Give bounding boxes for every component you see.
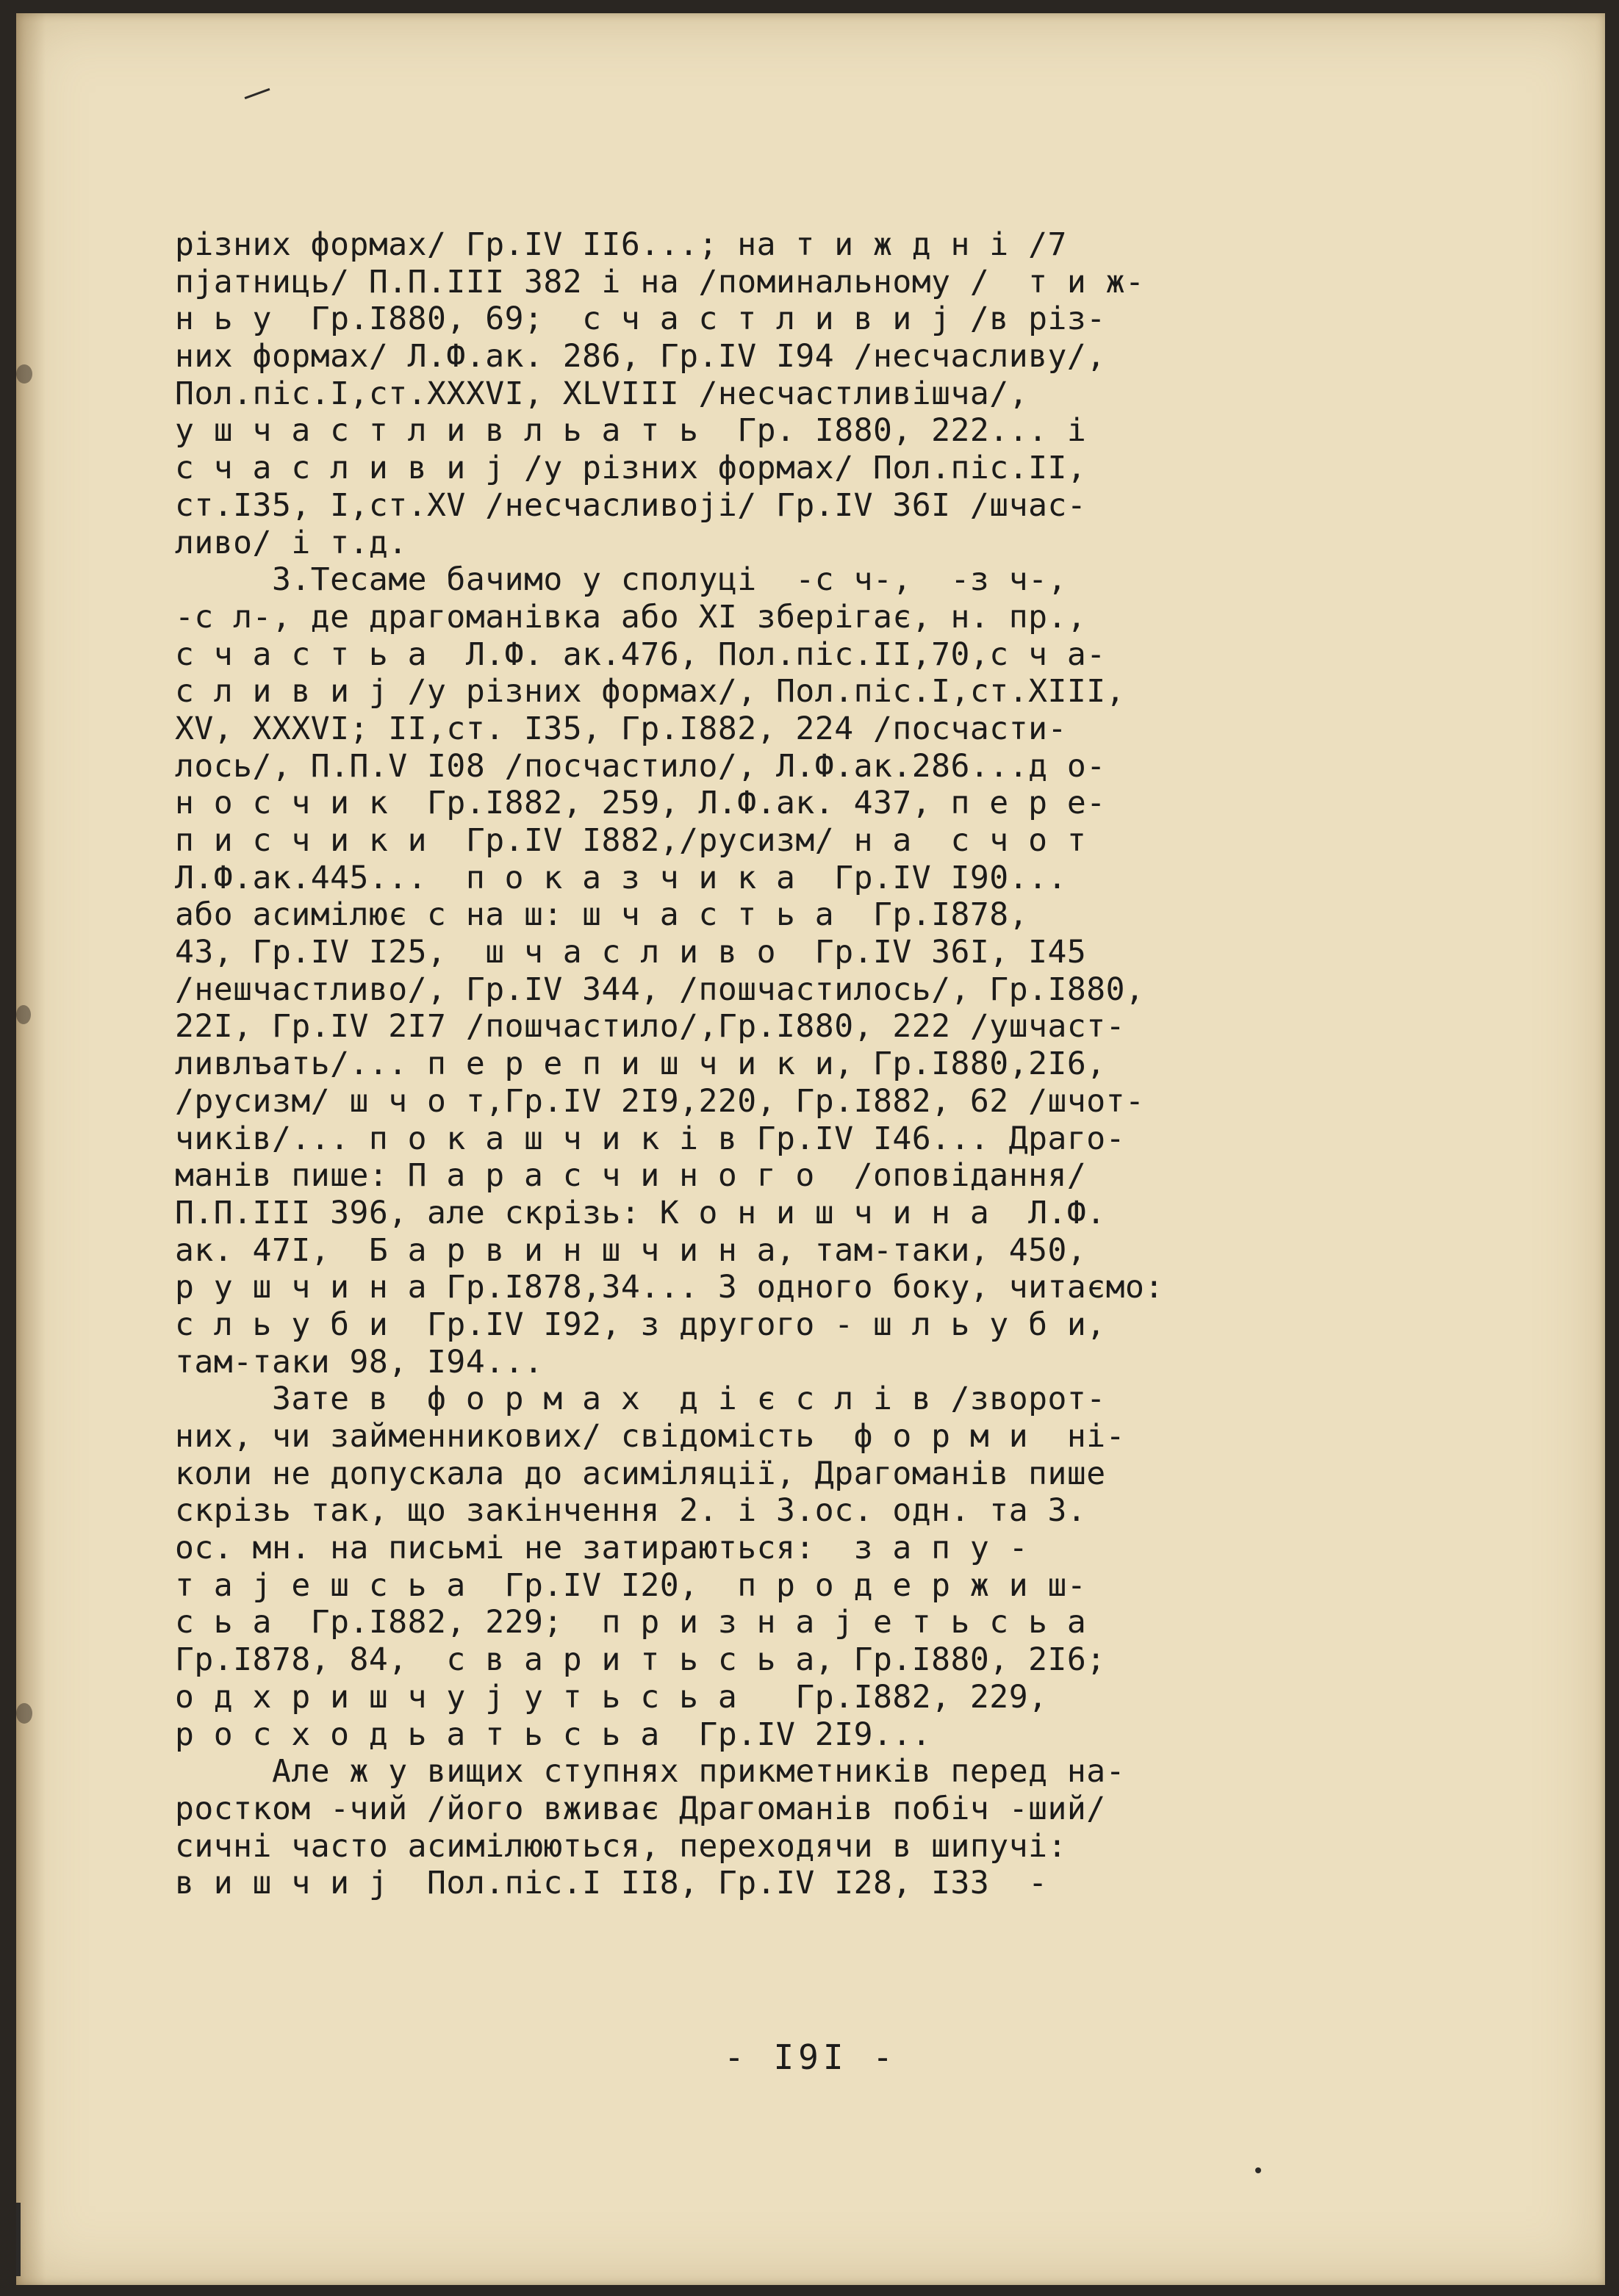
text-line: них, чи займенникових/ свідомість ф о р м и ні-: [175, 1418, 1126, 1455]
text-line: XV, XXXVI; II,ст. I35, Гр.I882, 224 /посчасти-: [175, 710, 1067, 747]
text-line: чиків/... п о к а ш ч и к і в Гр.IV I46... Драго-: [175, 1120, 1126, 1157]
text-line: с л ь у б и Гр.IV I92, з другого - ш л ь у б и,: [175, 1306, 1106, 1343]
text-line: різних формах/ Гр.IV II6...; на т и ж д н і /7: [175, 226, 1067, 263]
text-line: у ш ч а с т л и в л ь а т ь Гр. I880, 222... і: [175, 412, 1087, 450]
text-line: Зате в ф о р м а х д і є с л і в /зворот-: [175, 1381, 1106, 1418]
binding-hole: [16, 1703, 32, 1724]
text-line: р о с х о д ь а т ь с ь а Гр.IV 2I9...: [175, 1716, 932, 1753]
page-edge-shadow: [16, 13, 46, 2285]
binding-mark: [16, 2203, 21, 2276]
text-line: там-таки 98, I94...: [175, 1343, 544, 1381]
text-line: /русизм/ ш ч о т,Гр.IV 2I9,220, Гр.I882, 62 /шчот-: [175, 1082, 1145, 1120]
text-line: 3.Тесаме бачимо у сполуці -с ч-, -з ч-,: [175, 561, 1067, 599]
ink-dot: [1255, 2167, 1261, 2173]
text-line: Л.Ф.ак.445... п о к а з ч и к а Гр.IV I90...: [175, 859, 1067, 896]
text-line: сичні часто асимілюються, переходячи в шипучі:: [175, 1827, 1067, 1865]
text-line: н ь у Гр.I880, 69; с ч а с т л и в и j /в різ-: [175, 301, 1106, 338]
page-number: - I9I -: [724, 2037, 897, 2077]
text-line: с л и в и j /у різних формах/, Пол.пic.I,ст.XIII,: [175, 673, 1126, 710]
text-line: с ч а с л и в и j /у різних формах/ Пол.пic.II,: [175, 450, 1087, 487]
text-line: манів пише: П а р а с ч и н о г о /оповідання/: [175, 1157, 1087, 1195]
text-line: р у ш ч и н а Гр.I878,34... З одного боку, читаємо:: [175, 1269, 1164, 1306]
text-line: о д х р и ш ч у j у т ь с ь а Гр.I882, 229,: [175, 1678, 1048, 1716]
text-line: лось/, П.П.V I08 /посчастило/, Л.Ф.ак.286...д о-: [175, 747, 1106, 785]
text-line: Але ж у вищих ступнях прикметників перед на-: [175, 1753, 1126, 1791]
text-line: П.П.III 396, але скрізь: К о н и ш ч и н а Л.Ф.: [175, 1194, 1106, 1231]
book-page: [16, 13, 1605, 2285]
text-line: ст.I35, I,ст.XV /несчасливоjі/ Гр.IV 36I /шчас-: [175, 486, 1087, 524]
text-line: ос. мн. на письмі не затираються: з а п у -: [175, 1530, 1029, 1567]
binding-hole: [16, 1005, 31, 1024]
text-line: коли не допускала до асиміляції, Драгоманів пише: [175, 1455, 1106, 1492]
text-line: с ч а с т ь а Л.Ф. ак.476, Пол.пic.II,70,с ч а-: [175, 636, 1106, 673]
text-line: них формах/ Л.Ф.ак. 286, Гр.IV I94 /несчасливу/,: [175, 338, 1106, 375]
text-line: т а j е ш с ь а Гр.IV I20, п р о д е р ж и ш-: [175, 1566, 1087, 1604]
text-line: або асимілює с на ш: ш ч а с т ь а Гр.I878,: [175, 896, 1029, 934]
text-line: Гр.I878, 84, с в а р и т ь с ь а, Гр.I880, 2I6;: [175, 1641, 1106, 1679]
text-line: Пол.пic.I,ст.XXXVI, XLVIII /несчастливішча/,: [175, 375, 1029, 412]
binding-hole: [16, 364, 32, 384]
text-line: п и с ч и к и Гр.IV I882,/русизм/ н а с ч о т: [175, 822, 1087, 859]
text-line: с ь а Гр.I882, 229; п р и з н а j е т ь с ь а: [175, 1604, 1087, 1641]
text-line: пjатниць/ П.П.III 382 і на /поминальному / т и ж-: [175, 263, 1145, 301]
text-line: 22I, Гр.IV 2I7 /пошчастило/,Гр.I880, 222 /ушчаст-: [175, 1008, 1126, 1046]
text-line: ростком -чий /його вживає Драгоманів побіч -ший/: [175, 1790, 1106, 1827]
text-line: ак. 47I, Б а р в и н ш ч и н а, там-таки, 450,: [175, 1231, 1087, 1269]
body-text: [175, 226, 1380, 1902]
text-line: ливлъать/... п е р е п и ш ч и к и, Гр.I880,2I6,: [175, 1046, 1106, 1083]
text-line: 43, Гр.IV I25, ш ч а с л и в о Гр.IV 36I, I45: [175, 934, 1087, 971]
text-line: н о с ч и к Гр.I882, 259, Л.Ф.ак. 437, п е р е-: [175, 785, 1106, 822]
text-line: ливо/ і т.д.: [175, 524, 408, 561]
text-line: /нешчастливо/, Гр.IV 344, /пошчастилось/, Гр.I880,: [175, 971, 1145, 1008]
text-line: скрізь так, що закінчення 2. і 3.ос. одн. та 3.: [175, 1492, 1087, 1530]
pen-mark: [245, 88, 270, 99]
text-line: в и ш ч и j Пол.пic.I II8, Гр.IV I28, I33 -: [175, 1865, 1048, 1902]
text-line: -с л-, де драгоманівка або XI зберігає, н. пр.,: [175, 598, 1087, 636]
